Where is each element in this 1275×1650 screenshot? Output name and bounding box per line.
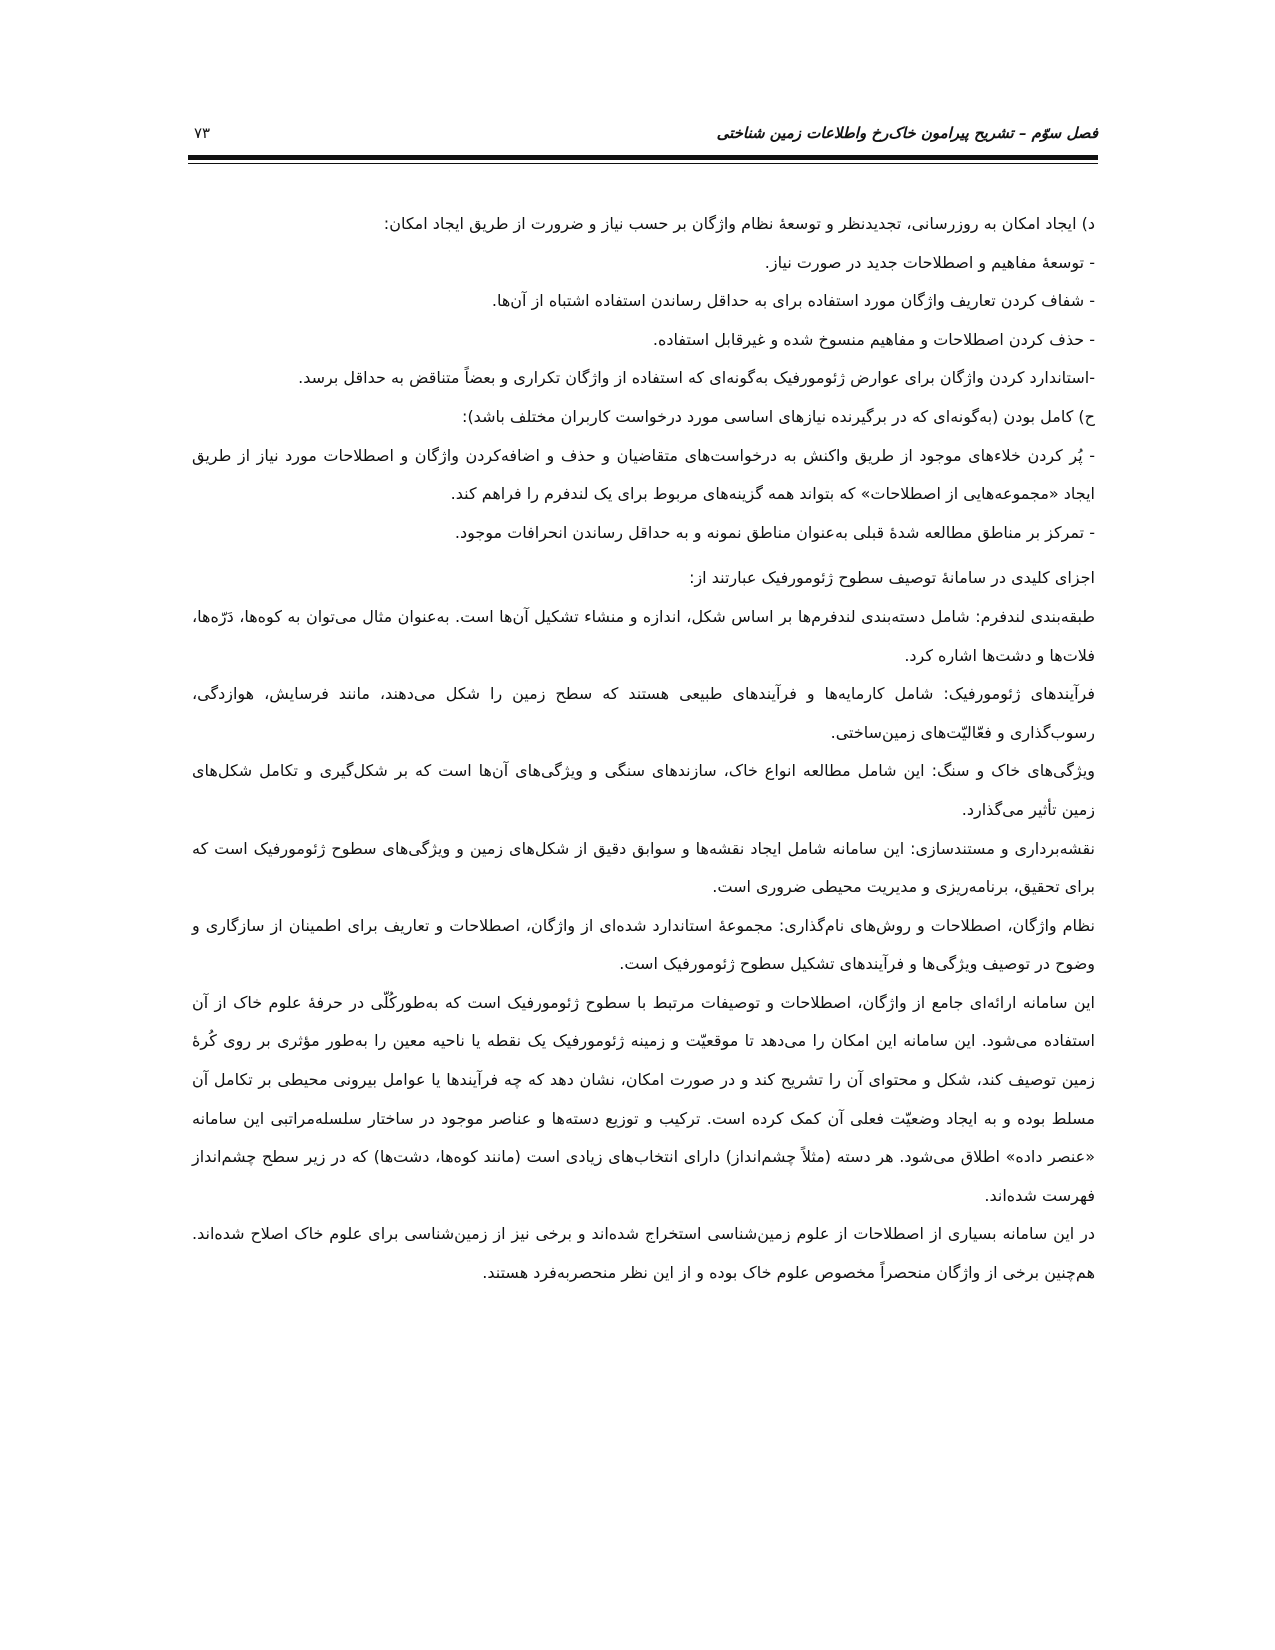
list-item: - پُر کردن خلاءهای موجود از طریق واکنش به درخواست‌های متقاضیان و حذف و اضافه‌کردن واژگان و اصطلاحات مورد نیاز از طریق ایجاد «مجموعه‌هایی از اصطلاحات» که بتواند همه گزینه‌های مربوط برای یک لندفرم را فراهم کند. [192,445,1095,504]
paragraph: ح) کامل بودن (به‌گونه‌ای که در برگیرنده نیازهای اساسی مورد درخواست کاربران مختلف باشد): [462,406,1095,426]
header-rule-thin [188,163,1098,164]
header-rule-thick [188,155,1098,160]
paragraph: این سامانه ارائه‌ای جامع از واژگان، اصطلاحات و توصیفات مرتبط با سطوح ژئومورفیک است که به‌طورکُلّی در حرفهٔ علوم خاک از آن استفاده می‌شود. این سامانه این امکان را می‌دهد تا موقعیّت و زمینه ژئومورفیک یک نقطه یا ناحیه معین را به‌طور مؤثری بر روی کُرهٔ زمین توصیف کند، شکل و محتوای آن را تشریح کند و در صورت امکان، نشان دهد که چه فرآیندها یا عوامل بیرونی محیطی بر تکامل آن مسلط بوده و به ایجاد وضعیّت فعلی آن کمک کرده است. ترکیب و توزیع دسته‌ها و عناصر موجود در ساختار سلسله‌مراتبی این سامانه «عنصر داده» اطلاق می‌شود. هر دسته (مثلاً چشم‌انداز) دارای انتخاب‌های زیادی است (مانند کوه‌ها، دشت‌ها) که در زیر سطح چشم‌انداز فهرست شده‌اند. [192,992,1095,1205]
paragraph: فرآیندهای ژئومورفیک: شامل کارمایه‌ها و فرآیندهای طبیعی هستند که سطح زمین را شکل می‌دهند، مانند فرسایش، هوازدگی، رسوب‌گذاری و فعّالیّت‌های زمین‌ساختی. [192,684,1095,742]
page-header [188,120,1098,150]
list-item: - تمرکز بر مناطق مطالعه شدهٔ قبلی به‌عنوان مناطق نمونه و به حداقل رساندن انحرافات موجود. [454,522,1095,542]
list-item: - حذف کردن اصطلاحات و مفاهیم منسوخ شده و غیرقابل استفاده. [652,329,1095,349]
paragraph: د) ایجاد امکان به روزرسانی، تجدیدنظر و توسعهٔ نظام واژگان بر حسب نیاز و ضرورت از طریق ایجاد امکان: [383,214,1095,233]
paragraph: طبقه‌بندی لندفرم: شامل دسته‌بندی لندفرم‌ها بر اساس شکل، اندازه و منشاء تشکیل آن‌ها است. به‌عنوان مثال می‌توان به کوه‌ها، دَرّه‌ها، فلات‌ها و دشت‌ها اشاره کرد. [192,606,1095,665]
page-number: ۷۳ [194,124,211,142]
chapter-title: فصل سوّم – تشریح پیرامون خاک‌رخ واطلاعات زمین شناختی [716,124,1098,142]
paragraph: اجزای کلیدی در سامانهٔ توصیف سطوح ژئومورفیک عبارتند از: [689,568,1095,588]
paragraph: نظام واژگان، اصطلاحات و روش‌های نام‌گذاری: مجموعهٔ استاندارد شده‌ای از واژگان، اصطلاحات و تعاریف برای اطمینان از سازگاری و وضوح در توصیف ویژگی‌ها و فرآیندهای تشکیل سطوح ژئومورفیک است. [192,915,1095,974]
paragraph: نقشه‌برداری و مستندسازی: این سامانه شامل ایجاد نقشه‌ها و سوابق دقیق از شکل‌های زمین و ویژگی‌های سطوح ژئومورفیک است که برای تحقیق، برنامه‌ریزی و مدیریت محیطی ضروری است. [192,838,1095,897]
body-text [192,205,1095,1293]
list-item: -استاندارد کردن واژگان برای عوارض ژئومورفیک به‌گونه‌ای که استفاده از واژگان تکراری و بعضاً متناقض به حداقل برسد. [298,368,1095,388]
list-item: - توسعهٔ مفاهیم و اصطلاحات جدید در صورت نیاز. [764,252,1095,272]
paragraph: در این سامانه بسیاری از اصطلاحات از علوم زمین‌شناسی استخراج شده‌اند و برخی نیز از زمین‌شناسی برای علوم خاک اصلاح شده‌اند. هم‌چنین برخی از واژگان منحصراً مخصوص علوم خاک بوده و از این نظر منحصربه‌فرد هستند. [192,1224,1095,1283]
paragraph: ویژگی‌های خاک و سنگ: این شامل مطالعه انواع خاک، سازندهای سنگی و ویژگی‌های آن‌ها است که بر شکل‌گیری و تکامل شکل‌های زمین تأثیر می‌گذارد. [192,761,1095,819]
list-item: - شفاف کردن تعاریف واژگان مورد استفاده برای به حداقل رساندن استفاده اشتباه از آن‌ها. [491,291,1095,311]
